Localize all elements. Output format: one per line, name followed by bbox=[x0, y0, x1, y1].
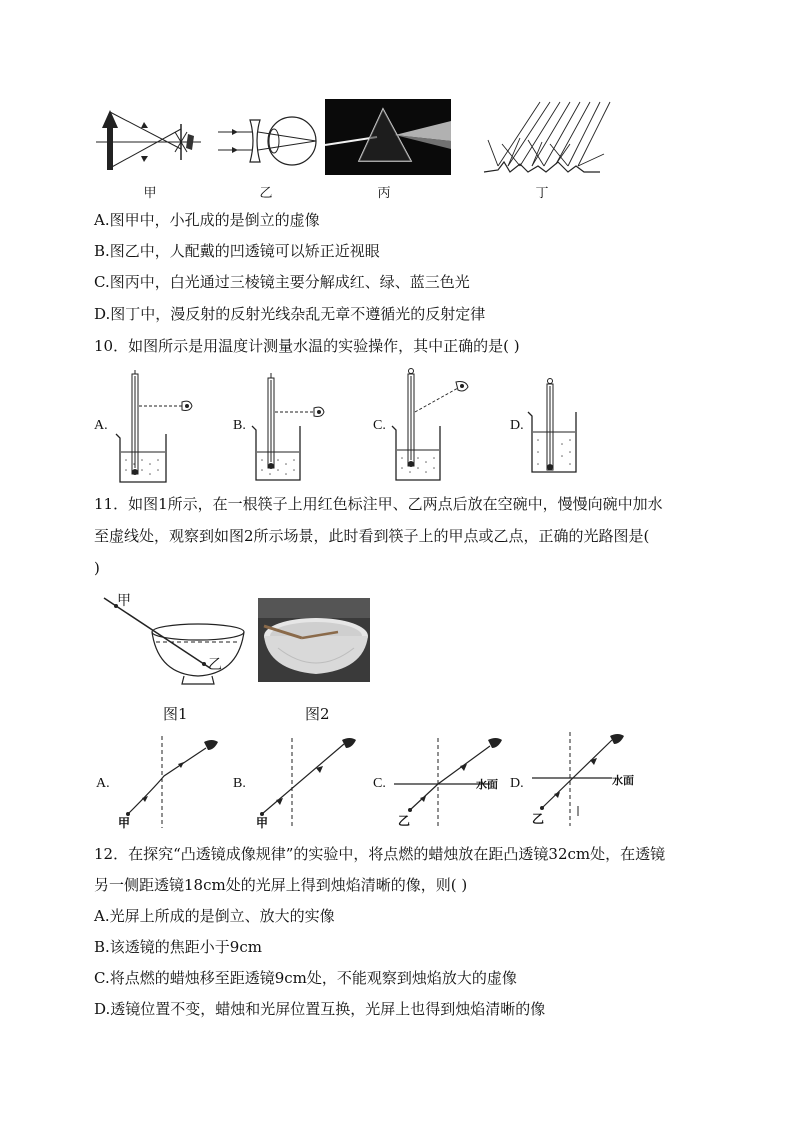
q11-diagram-c-label-yi: 乙 bbox=[398, 814, 411, 828]
figure-bing-prism bbox=[325, 99, 451, 175]
q11-stem-line2: 至虚线处，观察到如图2所示场景，此时看到筷子上的甲点或乙点，正确的光路图是( bbox=[94, 527, 650, 545]
q11-figure2-photo bbox=[258, 598, 370, 682]
q11-diagram-d-water-surface: 水面 bbox=[612, 774, 634, 787]
figure-ding-diffuse bbox=[480, 100, 620, 180]
q11-fig1-label-yi: 乙 bbox=[208, 657, 222, 673]
q11-fig1-caption: 图1 bbox=[163, 705, 188, 723]
q10-option-a-label: A. bbox=[94, 418, 108, 433]
q11-fig1-label-jia: 甲 bbox=[117, 593, 131, 609]
figure-jia-pinhole bbox=[96, 104, 206, 174]
q11-stem-line1: 11．如图1所示，在一根筷子上用红色标注甲、乙两点后放在空碗中，慢慢向碗中加水 bbox=[94, 495, 663, 513]
q11-diagram-c-water-surface: 水面 bbox=[476, 778, 498, 791]
q11-diagram-a-label-jia: 甲 bbox=[118, 816, 131, 830]
q11-fig2-caption: 图2 bbox=[305, 705, 330, 723]
q10-beaker-a bbox=[112, 368, 202, 486]
q10-option-b-label: B. bbox=[233, 418, 246, 433]
q11-option-b-label: B. bbox=[233, 776, 246, 791]
q12-option-d: D.透镜位置不变，蜡烛和光屏位置互换，光屏上也得到烛焰清晰的像 bbox=[94, 1000, 546, 1018]
figure-caption-bing: 丙 bbox=[377, 186, 391, 201]
q11-diagram-a bbox=[114, 734, 224, 830]
q12-stem-line1: 12．在探究“凸透镜成像规律”的实验中，将点燃的蜡烛放在距凸透镜32cm处，在透镜 bbox=[94, 845, 666, 863]
q11-stem-line3: ) bbox=[94, 559, 100, 577]
q10-beaker-b bbox=[248, 372, 338, 486]
figure-caption-jia: 甲 bbox=[143, 186, 157, 201]
q10-stem: 10．如图所示是用温度计测量水温的实验操作，其中正确的是( ) bbox=[94, 337, 520, 355]
q12-option-b: B.该透镜的焦距小于9cm bbox=[94, 938, 262, 956]
q9-option-c: C.图丙中，白光通过三棱镜主要分解成红、绿、蓝三色光 bbox=[94, 273, 470, 291]
q11-diagram-b-label-jia: 甲 bbox=[256, 816, 269, 830]
q9-option-b: B.图乙中，人配戴的凹透镜可以矫正近视眼 bbox=[94, 242, 380, 260]
q9-option-a: A.图甲中，小孔成的是倒立的虚像 bbox=[94, 211, 320, 229]
q11-option-a-label: A. bbox=[96, 776, 110, 791]
q11-option-d-label: D. bbox=[510, 776, 524, 791]
q9-option-d: D.图丁中，漫反射的反射光线杂乱无章不遵循光的反射定律 bbox=[94, 305, 486, 323]
q10-beaker-d bbox=[524, 376, 584, 476]
q11-diagram-d-label-yi: 乙 bbox=[532, 812, 545, 826]
q10-option-c-label: C. bbox=[373, 418, 386, 433]
figure-yi-eye bbox=[214, 112, 320, 172]
q10-beaker-c bbox=[388, 366, 478, 486]
q12-stem-line2: 另一侧距透镜18cm处的光屏上得到烛焰清晰的像，则( ) bbox=[94, 876, 468, 894]
figure-caption-yi: 乙 bbox=[259, 186, 273, 201]
figure-caption-ding: 丁 bbox=[535, 186, 549, 201]
q10-option-d-label: D. bbox=[510, 418, 524, 433]
q12-option-c: C.将点燃的蜡烛移至距透镜9cm处，不能观察到烛焰放大的虚像 bbox=[94, 969, 517, 987]
q12-option-a: A.光屏上所成的是倒立、放大的实像 bbox=[94, 907, 335, 925]
q11-diagram-b bbox=[252, 736, 362, 830]
q11-option-c-label: C. bbox=[373, 776, 386, 791]
